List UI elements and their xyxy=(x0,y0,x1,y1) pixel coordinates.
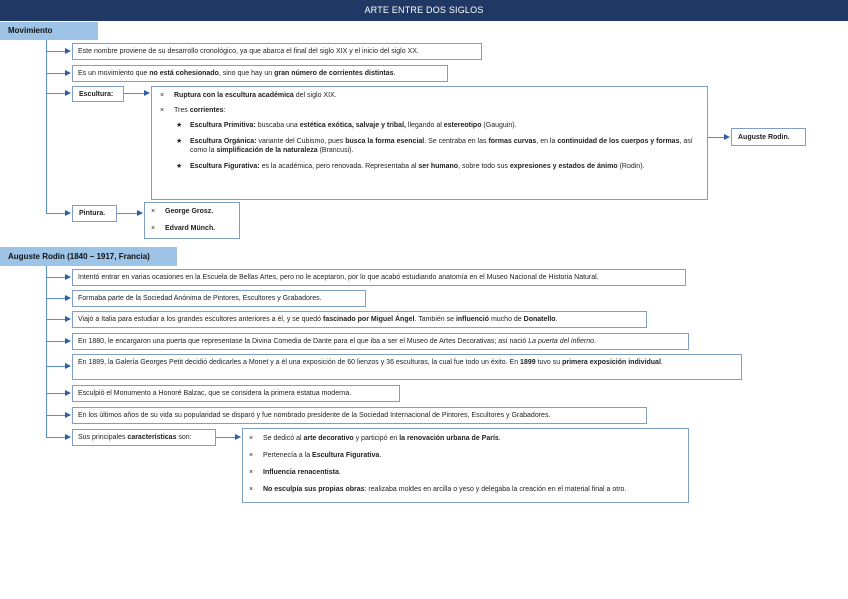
item-bold: continuidad de los cuerpos y formas xyxy=(557,138,680,145)
item-bold: Escultura Figurativa: xyxy=(190,163,260,170)
item-text: Se dedicó al xyxy=(263,435,304,442)
page-title: ARTE ENTRE DOS SIGLOS xyxy=(0,0,848,21)
arrow-icon xyxy=(137,210,143,216)
item-text: , así como la xyxy=(190,138,693,154)
pintura-detail-box xyxy=(144,202,240,239)
item-text: Tres xyxy=(174,107,190,114)
escultura-label: Escultura: xyxy=(72,86,124,102)
connector-line xyxy=(708,137,725,138)
item-bold: expresiones y estados de ánimo xyxy=(509,163,618,170)
item-text: Intentó entrar en varias ocasiones en la Escuela de Bellas Artes, pero no le aceptaron, por lo que acabó estudiando anatomía en el Museo Nacional de Historia Natural. xyxy=(78,274,599,281)
connector-line xyxy=(46,73,66,74)
item-text: del siglo XIX. xyxy=(293,92,337,99)
item-text: . xyxy=(379,452,382,459)
item-text: Es un movimiento que xyxy=(78,70,150,77)
arrow-icon xyxy=(65,434,71,440)
item-bold: Ruptura con la escultura académica xyxy=(174,92,294,99)
item-bold: fascinado por Miguel Ángel xyxy=(323,316,415,323)
x-bullet-icon: × xyxy=(249,486,254,493)
item-text: . xyxy=(338,469,341,476)
auguste-rodin-link[interactable]: Auguste Rodin. xyxy=(731,128,806,146)
item-bold: características xyxy=(127,434,177,441)
item-text: . xyxy=(594,338,596,345)
item-text: . xyxy=(393,70,396,77)
caracteristicas-detail-box xyxy=(242,428,689,503)
arrow-icon xyxy=(65,70,71,76)
item-bold: Donatello xyxy=(523,316,556,323)
rodin-item-1 xyxy=(72,269,686,286)
item-text: (Rodin). xyxy=(617,163,645,170)
arrow-icon xyxy=(144,90,150,96)
item-text: y participó en xyxy=(353,435,400,442)
item-text: : realizaba moldes en arcilla o yeso y delegaba la creación en el material final a otro. xyxy=(364,486,627,493)
item-text: tuvo su xyxy=(535,359,563,366)
item-bold: estética exótica, salvaje y tribal, xyxy=(299,122,406,129)
arrow-icon xyxy=(724,134,730,140)
item-text: llegando al xyxy=(405,122,444,129)
artist-name: Edvard Münch. xyxy=(165,225,216,232)
item-bold: formas curvas xyxy=(488,138,537,145)
pintura-label: Pintura. xyxy=(72,205,117,222)
item-bold: no está cohesionado xyxy=(149,70,219,77)
rodin-item-3 xyxy=(72,311,647,328)
rodin-item-7 xyxy=(72,407,647,424)
item-text: En 1889, la Galería Georges Petit decidió dedicarles a Monet y a él una exposición de 60 lienzos y 36 esculturas, la cual fue todo un éxito. En xyxy=(78,359,521,366)
item-text: . Se centraba en las xyxy=(424,138,489,145)
item-bold: la renovación urbana de París xyxy=(399,435,499,442)
item-text: variante del Cubismo, pues xyxy=(256,138,346,145)
item-bold: simplificación de la naturaleza xyxy=(216,147,318,154)
x-bullet-icon: × xyxy=(249,452,254,459)
caracteristicas-label xyxy=(72,429,216,446)
item-text: Sus principales xyxy=(78,434,128,441)
item-text: Este nombre proviene de su desarrollo cronológico, ya que abarca el final del siglo XIX y el inicio del siglo XX. xyxy=(78,48,419,55)
item-bold: corrientes xyxy=(189,107,224,114)
connector-line xyxy=(46,51,66,52)
connector-line xyxy=(124,93,144,94)
item-text: Esculpió el Monumento a Honoré Balzac, que se considera la primera estatua moderna. xyxy=(78,390,352,397)
connector-line xyxy=(46,341,66,342)
arrow-icon xyxy=(65,338,71,344)
item-bold: No esculpía sus propias obras xyxy=(263,486,365,493)
connector-line xyxy=(46,366,66,367)
artwork-title: La puerta del infierno xyxy=(528,338,594,345)
arrow-icon xyxy=(65,90,71,96)
item-bold: Escultura Figurativa xyxy=(312,452,380,459)
artist-name: George Grosz. xyxy=(165,208,214,215)
item-text: . xyxy=(660,359,663,366)
connector-line xyxy=(46,393,66,394)
item-text: . También se xyxy=(414,316,456,323)
arrow-icon xyxy=(65,295,71,301)
connector-line xyxy=(46,213,66,214)
arrow-icon xyxy=(235,434,241,440)
item-bold: influenció xyxy=(455,316,490,323)
item-text: En los últimos años de su vida su popularidad se disparó y fue nombrado presidente de la Sociedad Internacional de Pintores, Escultores y Grabadores. xyxy=(78,412,551,419)
arrow-icon xyxy=(65,316,71,322)
arrow-icon xyxy=(65,412,71,418)
connector-line xyxy=(117,213,137,214)
item-bold: busca la forma esencial xyxy=(345,138,425,145)
connector-line xyxy=(46,415,66,416)
item-text: Viajó a Italia para estudiar a los grandes escultores anteriores a él, y se quedó xyxy=(78,316,324,323)
rodin-item-6 xyxy=(72,385,400,402)
item-text: , sino que hay un xyxy=(218,70,275,77)
arrow-icon xyxy=(65,210,71,216)
arrow-icon xyxy=(65,274,71,280)
item-text: , sobre todo sus xyxy=(458,163,510,170)
connector-line xyxy=(46,266,47,438)
section-heading-movimiento: Movimiento xyxy=(0,22,98,40)
item-text: , en la xyxy=(536,138,558,145)
star-bullet-icon: ★ xyxy=(176,122,183,129)
item-bold: Escultura Primitiva: xyxy=(190,122,256,129)
x-bullet-icon: × xyxy=(249,469,254,476)
arrow-icon xyxy=(65,363,71,369)
movimiento-item-1 xyxy=(72,43,482,60)
item-bold: Escultura Orgánica: xyxy=(190,138,257,145)
rodin-item-5 xyxy=(72,354,742,380)
x-bullet-icon: × xyxy=(151,225,156,232)
connector-line xyxy=(216,437,236,438)
star-bullet-icon: ★ xyxy=(176,163,183,170)
item-text: (Gauguin). xyxy=(481,122,517,129)
item-bold: Influencia renacentista xyxy=(263,469,339,476)
item-text: En 1880, le encargaron una puerta que representase la Divina Comedia de Dante para el que iba a ser el Museo de Artes Decorativas; así nació xyxy=(78,338,529,345)
item-text: Formaba parte de la Sociedad Anónima de Pintores, Escultores y Grabadores. xyxy=(78,295,322,302)
connector-line xyxy=(46,319,66,320)
connector-line xyxy=(46,437,66,438)
connector-line xyxy=(46,93,66,94)
arrow-icon xyxy=(65,48,71,54)
x-bullet-icon: × xyxy=(160,107,165,114)
section-heading-rodin: Auguste Rodin (1840 – 1917, Francia) xyxy=(0,247,177,266)
item-text: (Brancusi). xyxy=(317,147,354,154)
star-bullet-icon: ★ xyxy=(176,138,183,145)
x-bullet-icon: × xyxy=(160,92,165,99)
arrow-icon xyxy=(65,390,71,396)
item-text: . xyxy=(498,435,501,442)
item-bold: 1899 xyxy=(520,359,536,366)
item-bold: primera exposición individual xyxy=(562,359,661,366)
item-text: . xyxy=(555,316,558,323)
movimiento-item-2 xyxy=(72,65,448,82)
item-text: : xyxy=(223,107,226,114)
item-text: buscaba una xyxy=(255,122,300,129)
item-text: Pertenecía a la xyxy=(263,452,313,459)
rodin-item-2 xyxy=(72,290,366,307)
connector-line xyxy=(46,298,66,299)
item-bold: arte decorativo xyxy=(303,435,354,442)
connector-line xyxy=(46,40,47,214)
escultura-detail-box xyxy=(151,86,708,200)
x-bullet-icon: × xyxy=(151,208,156,215)
item-bold: gran número de corrientes distintas xyxy=(274,70,394,77)
item-text: mucho de xyxy=(489,316,524,323)
connector-line xyxy=(46,277,66,278)
item-text: es la académica, pero renovada. Representaba al xyxy=(259,163,419,170)
item-bold: estereotipo xyxy=(443,122,482,129)
x-bullet-icon: × xyxy=(249,435,254,442)
item-text: son: xyxy=(176,434,192,441)
rodin-item-4 xyxy=(72,333,689,350)
item-bold: ser humano xyxy=(418,163,459,170)
